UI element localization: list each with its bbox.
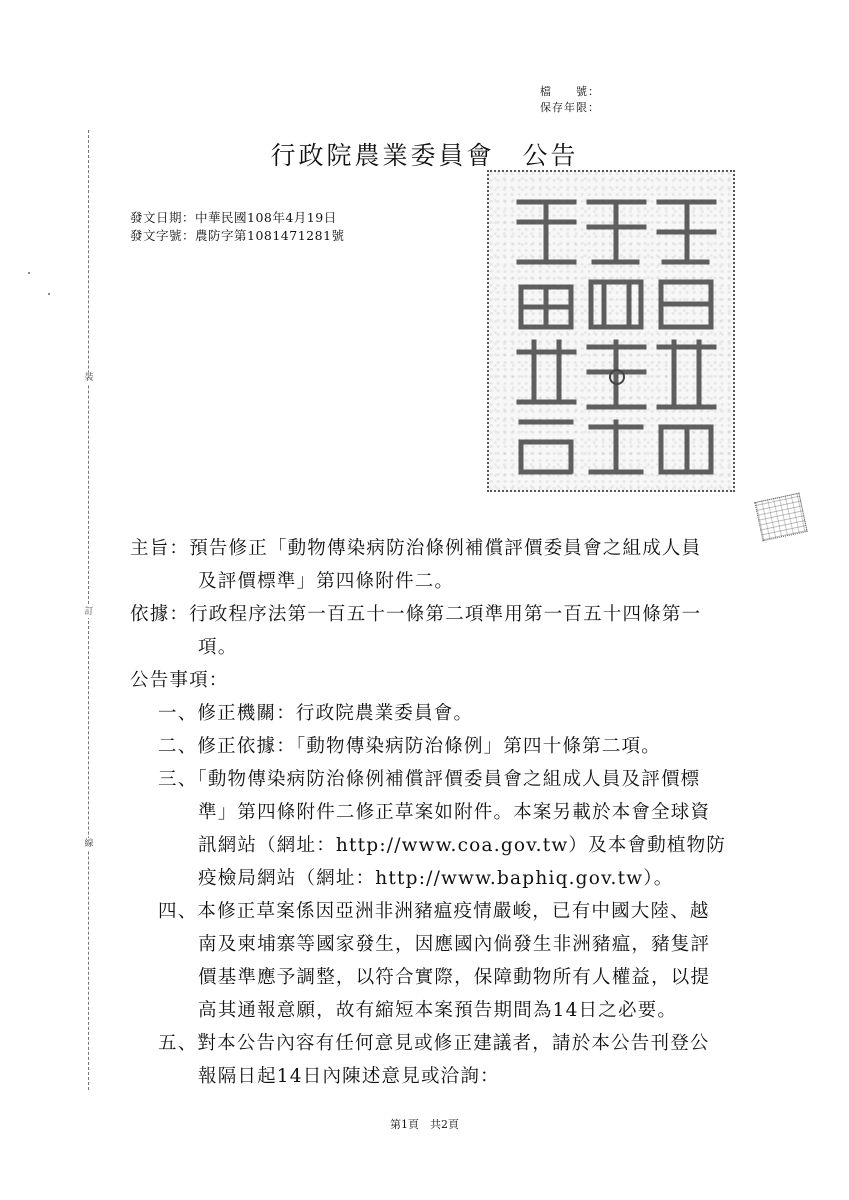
subject-line-1: 主旨：預告修正「動物傳染病防治條例補償評價委員會之組成人員	[130, 538, 702, 559]
scan-speck	[28, 272, 30, 274]
notice-item-3-line-3: 訊網站（網址：http://www.coa.gov.tw）及本會動植物防	[198, 835, 727, 856]
binding-mark-top: 裝	[80, 372, 98, 384]
small-stamp	[754, 493, 807, 542]
basis-line-1: 依據：行政程序法第一百五十一條第二項準用第一百五十四條第一	[130, 604, 702, 625]
notice-item-3-line-1: 三、「動物傳染病防治條例補償評價委員會之組成人員及評價標	[158, 769, 701, 790]
official-seal	[487, 170, 735, 492]
page-number: 第1頁 共2頁	[390, 1118, 459, 1131]
document-title: 行政院農業委員會 公告	[270, 141, 579, 170]
retention-label: 保存年限：	[540, 101, 600, 114]
notice-item-3-line-2: 準」第四條附件二修正草案如附件。本案另載於本會全球資	[198, 802, 711, 823]
notice-item-3-line-4: 疫檢局網站（網址：http://www.baphiq.gov.tw）。	[198, 868, 674, 889]
notice-item-5-line-1: 五、對本公告內容有任何意見或修正建議者，請於本公告刊登公	[158, 1033, 710, 1054]
notice-item-1: 一、修正機關：行政院農業委員會。	[158, 703, 474, 724]
notice-heading: 公告事項：	[130, 670, 229, 691]
binding-mark-middle: 訂	[80, 606, 98, 618]
notice-item-5-line-2: 報隔日起14日內陳述意見或洽詢：	[198, 1066, 500, 1087]
file-meta	[540, 84, 600, 116]
binding-mark-bottom: 線	[80, 838, 98, 850]
issue-date: 發文日期：中華民國108年4月19日	[130, 210, 337, 225]
scan-speck	[48, 293, 50, 295]
notice-item-4-line-3: 價基準應予調整，以符合實際，保障動物所有人權益，以提	[198, 967, 711, 988]
notice-item-4-line-1: 四、本修正草案係因亞洲非洲豬瘟疫情嚴峻，已有中國大陸、越	[158, 901, 710, 922]
issue-number: 發文字號：農防字第1081471281號	[130, 228, 345, 243]
issue-info	[130, 209, 345, 245]
seal-glyphs	[489, 172, 737, 494]
notice-item-2: 二、修正依據：「動物傳染病防治條例」第四十條第二項。	[158, 736, 661, 757]
basis-line-2: 項。	[198, 637, 238, 658]
notice-item-4-line-4: 高其通報意願，故有縮短本案預告期間為14日之必要。	[198, 1000, 678, 1021]
file-number-label: 檔 號：	[540, 85, 600, 98]
notice-item-4-line-2: 南及柬埔寨等國家發生，因應國內倘發生非洲豬瘟，豬隻評	[198, 934, 711, 955]
subject-line-2: 及評價標準」第四條附件二。	[198, 571, 455, 592]
